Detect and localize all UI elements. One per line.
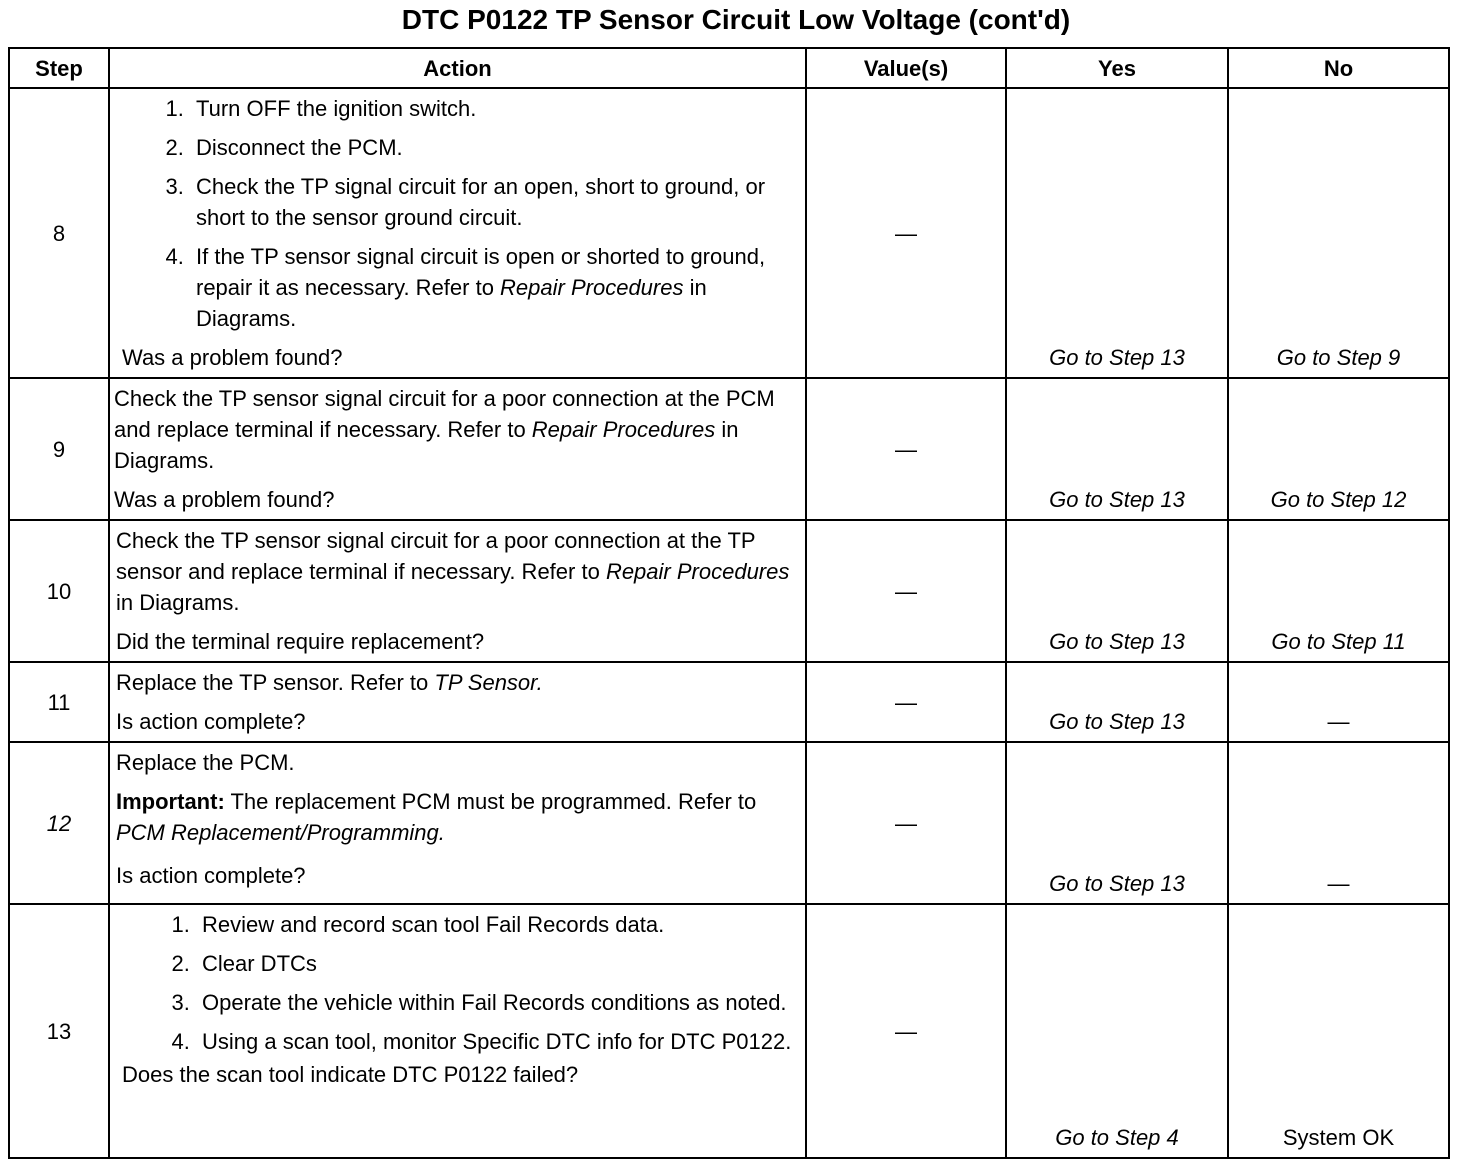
list-item: 2. Clear DTCs [196,948,801,979]
table-row [9,904,1449,1158]
action-cell [109,378,806,520]
value-cell: — [806,662,1006,742]
table-row [9,520,1449,662]
important-note [116,786,801,848]
action-text-part: Check the TP sensor signal circuit for a poor connection at the TP sensor and replace terminal if necessary. Refer to [116,528,756,584]
yes-cell: Go to Step 13 [1006,662,1228,742]
question-text: Was a problem found? [114,487,335,512]
list-item: 1. Review and record scan tool Fail Records data. [196,909,801,940]
yes-cell: Go to Step 13 [1006,88,1228,378]
question-text: Did the terminal require replacement? [116,629,485,654]
list-item: 1. Turn OFF the ignition switch. [190,93,801,124]
page-title: DTC P0122 TP Sensor Circuit Low Voltage (cont'd) [401,4,1071,35]
question-text: Is action complete? [116,863,306,888]
important-text: The replacement PCM must be programmed. Refer to [224,789,757,814]
list-item-text: If the TP sensor signal circuit is open or shorted to ground, repair it as necessary. Refer to [196,244,766,300]
value-cell: — [806,88,1006,378]
action-cell [109,742,806,904]
action-text-part: Replace the TP sensor. Refer to [116,670,435,695]
step-number: 13 [9,904,109,1158]
value-cell: — [806,904,1006,1158]
no-cell: — [1228,662,1449,742]
question-text: Was a problem found? [122,345,343,370]
diagnostic-table [8,47,1450,1159]
no-cell: System OK [1228,904,1449,1158]
value-cell: — [806,378,1006,520]
header-action: Action [109,48,806,88]
reference-link-text: TP Sensor. [434,670,543,695]
action-cell [109,520,806,662]
action-text [114,383,801,476]
header-values: Value(s) [806,48,1006,88]
no-cell: Go to Step 11 [1228,520,1449,662]
header-row [9,48,1449,88]
action-list [118,93,801,334]
yes-cell: Go to Step 13 [1006,742,1228,904]
reference-link-text: Repair Procedures [605,559,790,584]
action-text-part: in Diagrams. [114,417,739,473]
action-text: Replace the PCM. [116,750,295,775]
yes-cell: Go to Step 13 [1006,378,1228,520]
action-list [118,909,801,1057]
table-row [9,378,1449,520]
step-number: 9 [9,378,109,520]
action-text-part: Check the TP sensor signal circuit for a poor connection at the PCM and replace terminal if necessary. Refer to [114,386,775,442]
list-item [190,241,801,334]
value-cell: — [806,520,1006,662]
value-cell: — [806,742,1006,904]
action-text [116,525,801,618]
list-item: 4. Using a scan tool, monitor Specific DTC info for DTC P0122. [196,1026,801,1057]
action-cell [109,88,806,378]
yes-cell: Go to Step 4 [1006,904,1228,1158]
yes-cell: Go to Step 13 [1006,520,1228,662]
question-text: Is action complete? [116,709,306,734]
table-row [9,662,1449,742]
list-item-text: in Diagrams. [196,275,707,331]
action-text [116,667,801,698]
list-item: 2. Disconnect the PCM. [190,132,801,163]
reference-link-text: Repair Procedures [500,275,684,300]
header-yes: Yes [1006,48,1228,88]
no-cell: — [1228,742,1449,904]
action-text-part: in Diagrams. [116,590,240,615]
table-row [9,742,1449,904]
no-cell: Go to Step 9 [1228,88,1449,378]
reference-link-text: Repair Procedures [531,417,716,442]
step-number: 12 [9,742,109,904]
action-cell [109,662,806,742]
no-cell: Go to Step 12 [1228,378,1449,520]
action-cell [109,904,806,1158]
step-number: 10 [9,520,109,662]
reference-link-text: PCM Replacement/Programming. [116,820,445,845]
header-step: Step [9,48,109,88]
question-text: Does the scan tool indicate DTC P0122 failed? [122,1062,579,1087]
step-number: 11 [9,662,109,742]
list-item: 3. Operate the vehicle within Fail Records conditions as noted. [196,987,801,1018]
table-row [9,88,1449,378]
step-number: 8 [9,88,109,378]
important-label: Important: [116,789,225,814]
list-item: 3. Check the TP signal circuit for an open, short to ground, or short to the sensor ground circuit. [190,171,801,233]
header-no: No [1228,48,1449,88]
